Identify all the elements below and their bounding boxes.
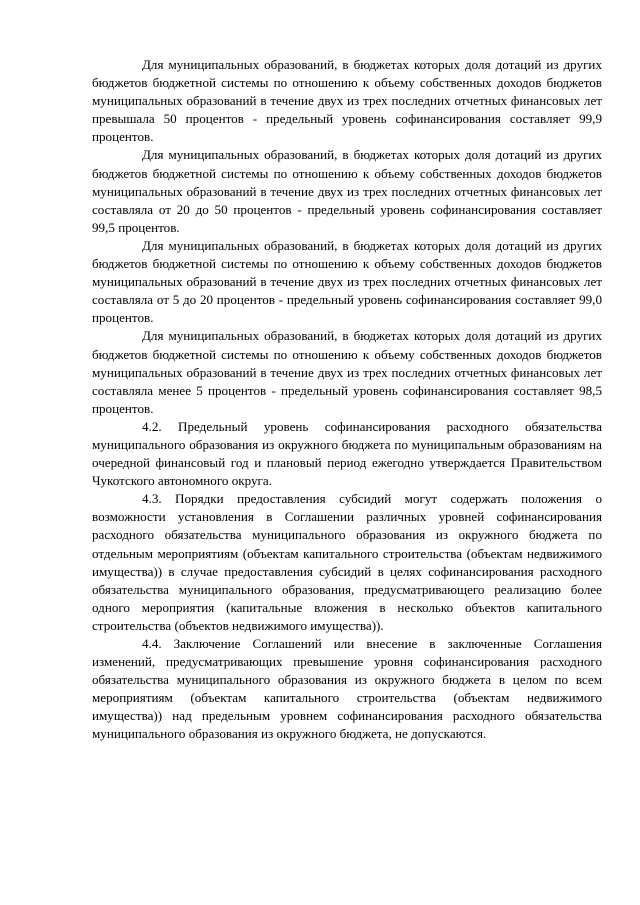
paragraph-cofinancing-5-20: Для муниципальных образований, в бюджетах которых доля дотаций из других бюджетов бюджетной системы по отношению к объему собственных доходов бюджетов муниципальных образований в течение двух из трех последних отчетных финансовых лет составляла от 5 до 20 процентов - предельный уровень софинансирования составляет 99,0 процентов. — [92, 237, 602, 326]
paragraph-cofinancing-under-5: Для муниципальных образований, в бюджетах которых доля дотаций из других бюджетов бюджетной системы по отношению к объему собственных доходов бюджетов муниципальных образований в течение двух из трех последних отчетных финансовых лет составляла менее 5 процентов - предельный уровень софинансирования составляет 98,5 процентов. — [92, 328, 602, 416]
document-page — [92, 56, 602, 744]
paragraph-cofinancing-20-50: Для муниципальных образований, в бюджетах которых доля дотаций из других бюджетов бюджетной системы по отношению к объему собственных доходов бюджетов муниципальных образований в течение двух из трех последних отчетных финансовых лет составляла от 20 до 50 процентов - предельный уровень софинансирования составляет 99,5 процентов. — [92, 147, 602, 235]
paragraph-4-2: 4.2. Предельный уровень софинансирования расходного обязательства муниципального образования из окружного бюджета по муниципальным образованиям на очередной финансовый год и плановый период ежегодно утверждается Правительством Чукотского автономного округа. — [92, 418, 602, 489]
paragraph-cofinancing-over-50: Для муниципальных образований, в бюджетах которых доля дотаций из других бюджетов бюджетной системы по отношению к объему собственных доходов бюджетов муниципальных образований в течение двух из трех последних отчетных финансовых лет превышала 50 процентов - предельный уровень софинансирования составляет 99,9 процентов. — [92, 57, 602, 145]
paragraph-4-4: 4.4. Заключение Соглашений или внесение в заключенные Соглашения изменений, предусматривающих превышение уровня софинансирования расходного обязательства муниципального образования из окружного бюджета в целом по всем мероприятиям (объектам капитального строительства (объектам недвижимого имущества)) над предельным уровнем софинансирования расходного обязательства муниципального образования из окружного бюджета, не допускаются. — [92, 636, 602, 742]
paragraph-4-3: 4.3. Порядки предоставления субсидий могут содержать положения о возможности установления в Соглашении различных уровней софинансирования расходного обязательства муниципального образования из окружного бюджета по отдельным мероприятиям (объектам капитального строительства (объектам недвижимого имущества)) в случае предоставления субсидий в целях софинансирования расходного обязательства муниципального образования, предусматривающего реализацию более одного мероприятия (капитальные вложения в несколько объектов капитального строительства (объектов недвижимого имущества)). — [92, 491, 602, 633]
